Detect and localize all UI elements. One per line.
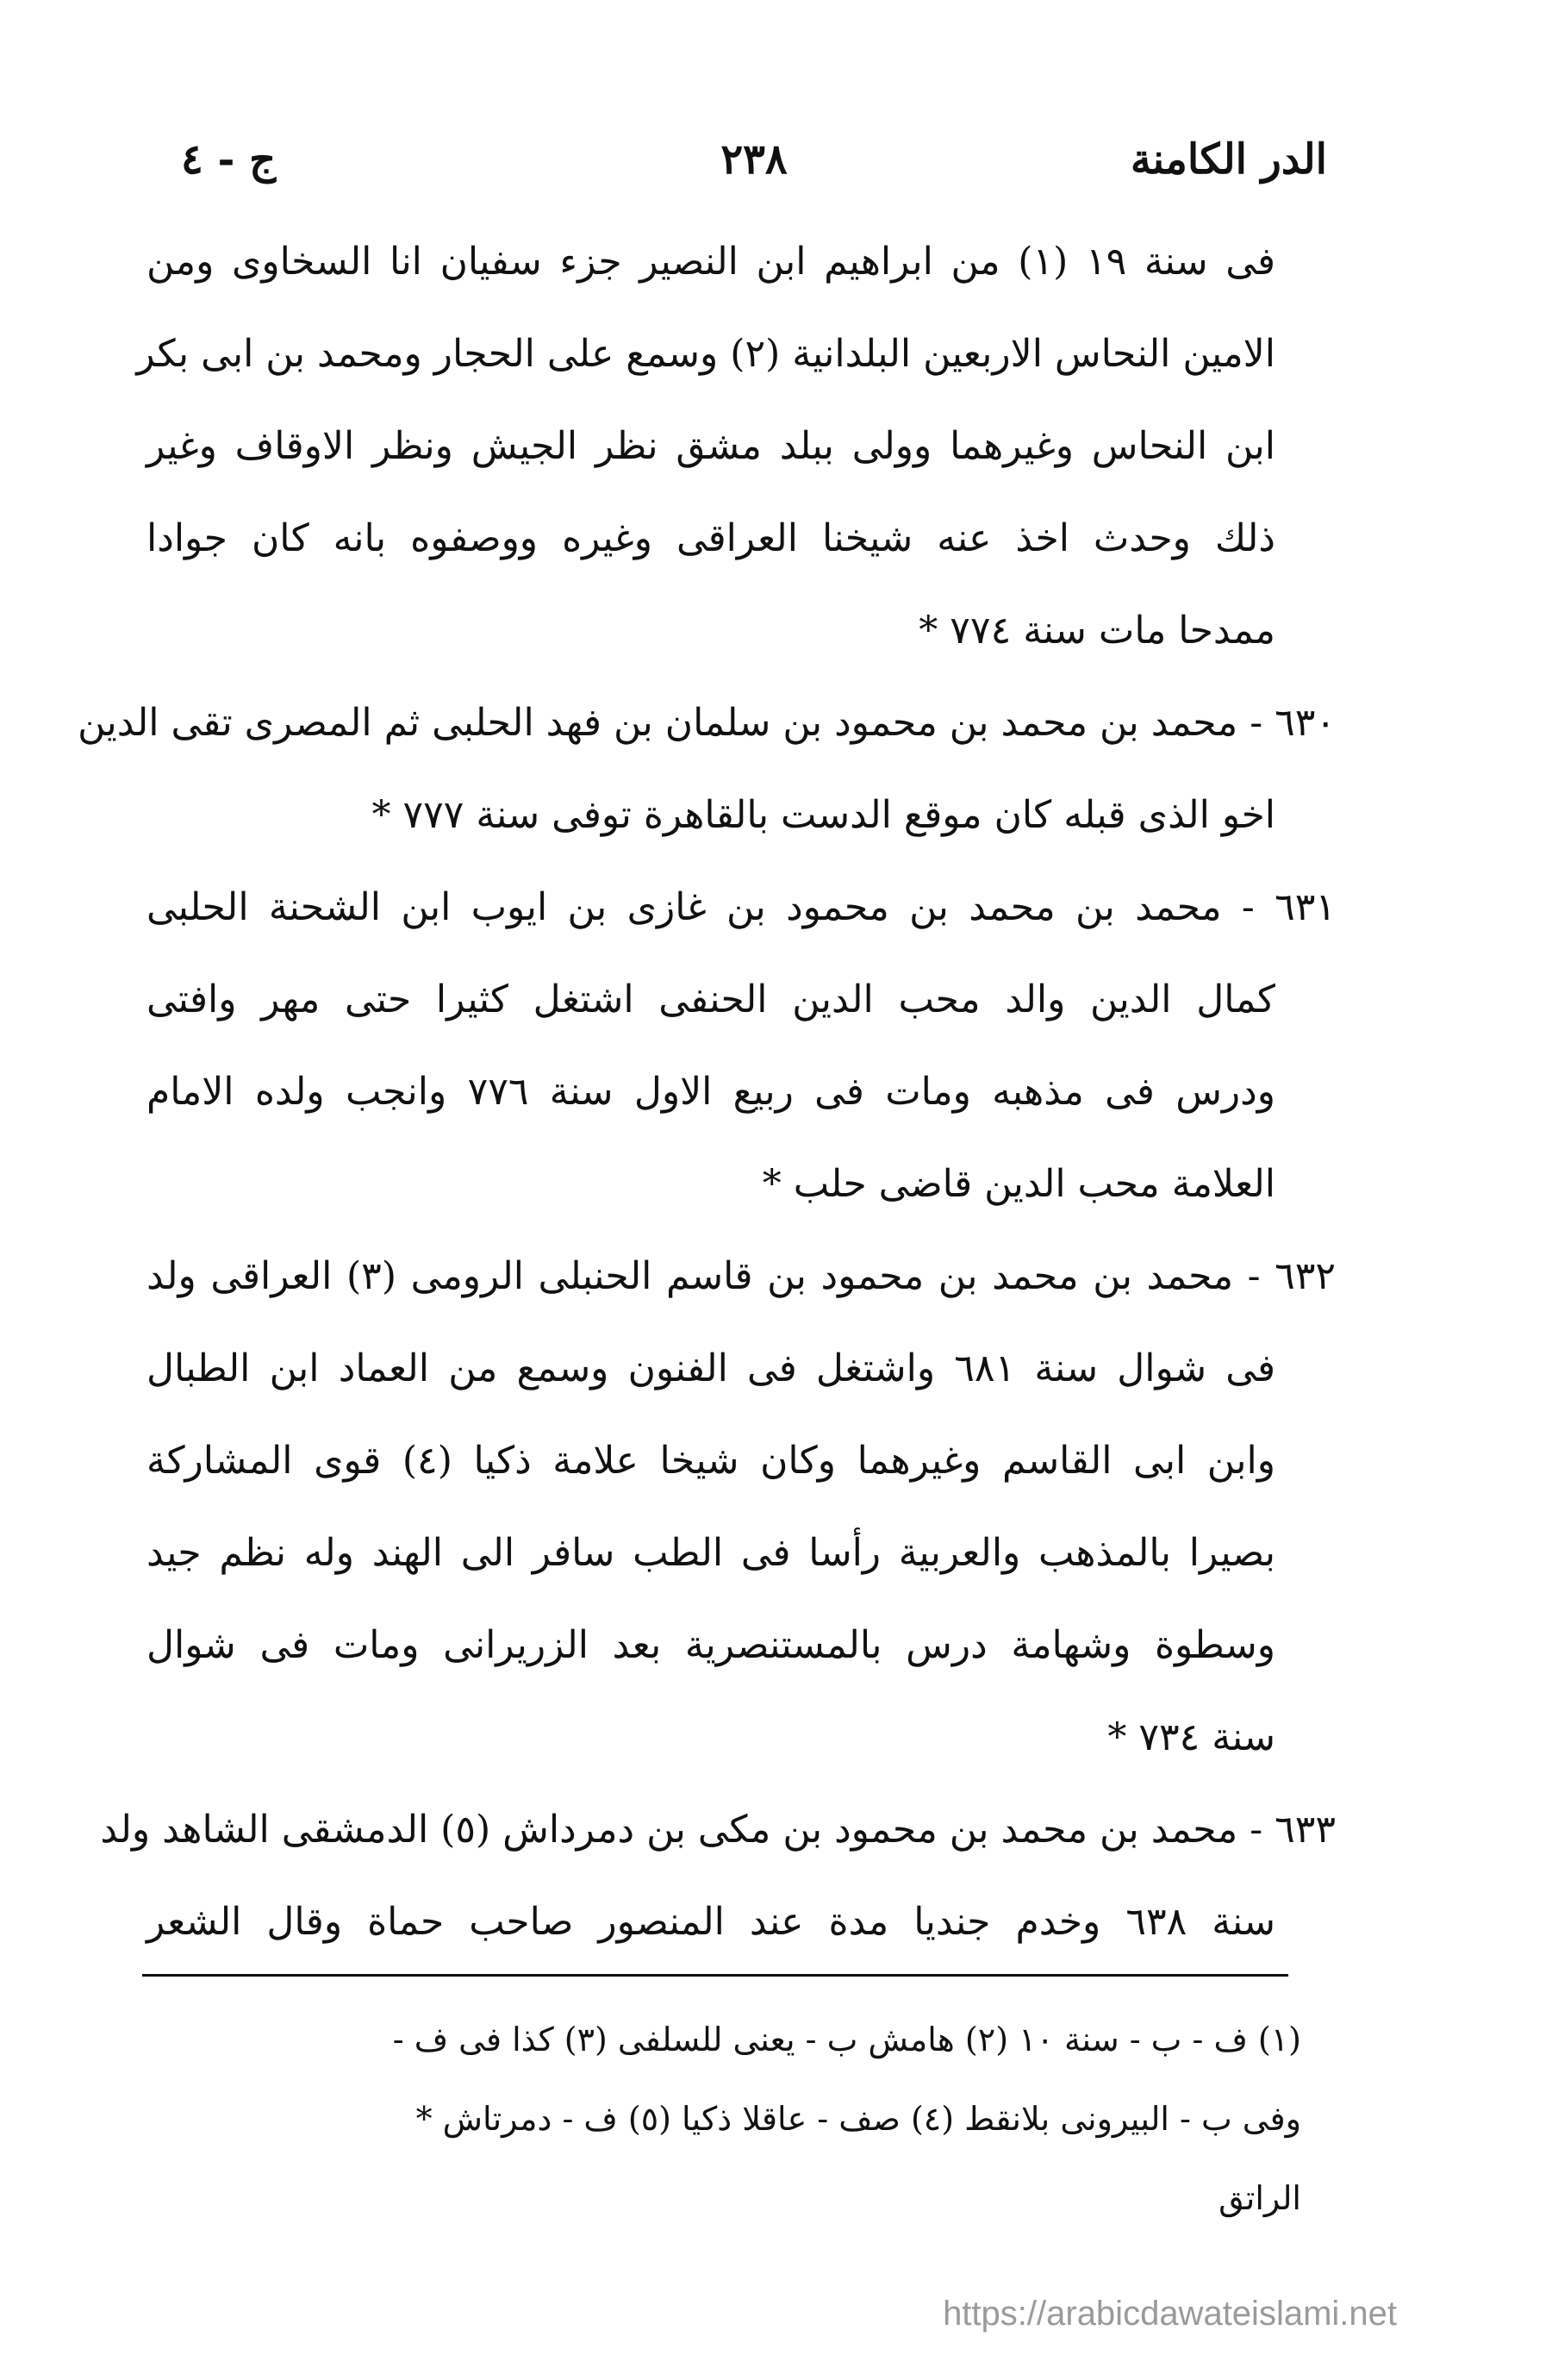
running-header <box>181 125 1327 194</box>
text-line: وابن ابی القاسم وغيرهما وكان شيخا علامة ذكيا (٤) قوی المشاركة <box>146 1439 1275 1483</box>
text-line: بصيرا بالمذهب والعربية رأسا فی الطب سافر الی الهند وله نظم جيد <box>146 1531 1275 1575</box>
main-text <box>78 216 1336 1968</box>
volume-label: ج - ٤ <box>181 135 277 184</box>
entry-632-heading: ٦٣٢ - محمد بن محمد بن محمود بن قاسم الحنبلی الرومی (٣) العراقی ولد <box>146 1254 1336 1298</box>
text-line: اخو الذی قبله كان موقع الدست بالقاهرة توفی سنة ٧٧٧ * <box>371 793 1275 837</box>
text-line: العلامة محب الدين قاضی حلب * <box>762 1162 1275 1206</box>
text-line: فی سنة ١٩ (١) من ابراهيم ابن النصير جزء سفيان انا السخاوی ومن <box>146 240 1276 284</box>
text-line: ابن النحاس وغيرهما وولی ببلد مشق نظر الجيش ونظر الاوقاف وغير <box>146 424 1275 468</box>
book-title: الدر الكامنة <box>1130 135 1327 184</box>
text-line: فی شوال سنة ٦٨١ واشتغل فی الفنون وسمع من العماد ابن الطبال <box>146 1346 1275 1390</box>
text-line: سنة ٧٣٤ * <box>1107 1715 1275 1759</box>
entry-630-heading: ٦٣٠ - محمد بن محمد بن محمود بن سلمان بن فهد الحلبی ثم المصری تقی الدين <box>78 701 1336 745</box>
text-line: كمال الدين والد محب الدين الحنفی اشتغل كثيرا حتی مهر وافتی <box>146 978 1275 1021</box>
text-line: ذلك وحدث اخذ عنه شيخنا العراقی وغيره ووصفوه بانه كان جوادا <box>146 516 1275 560</box>
entry-633-heading: ٦٣٣ - محمد بن محمد بن محمود بن مكی بن دمرداش (٥) الدمشقی الشاهد ولد <box>100 1808 1336 1852</box>
source-watermark: https://arabicdawateislami.net <box>943 2295 1397 2333</box>
text-line: الامين النحاس الاربعين البلدانية (٢) وسمع علی الحجار ومحمد بن ابی بكر <box>136 332 1275 376</box>
footnotes <box>155 2000 1301 2238</box>
footnote-line: الراتق <box>1219 2179 1301 2217</box>
footnote-divider <box>142 1974 1288 1977</box>
page-number: ٢٣٨ <box>720 135 788 184</box>
footnote-line: وفی ب - البيرونی بلانقط (٤) صف - عاقلا ذكيا (٥) ف - دمرتاش * <box>415 2100 1301 2138</box>
footnote-line: (١) ف - ب - سنة ١٠ (٢) هامش ب - يعنی للسلفی (٣) كذا فی ف - <box>392 2021 1301 2058</box>
text-line: وسطوة وشهامة درس بالمستنصرية بعد الزريرانی ومات فی شوال <box>146 1623 1275 1667</box>
text-line: سنة ٦٣٨ وخدم جنديا مدة عند المنصور صاحب حماة وقال الشعر <box>146 1900 1275 1944</box>
text-line: ممدحا مات سنة ٧٧٤ * <box>919 609 1275 653</box>
text-line: ودرس فی مذهبه ومات فی ربيع الاول سنة ٧٧٦ وانجب ولده الامام <box>146 1070 1276 1114</box>
entry-631-heading: ٦٣١ - محمد بن محمد بن محمود بن غازی بن ايوب ابن الشحنة الحلبی <box>146 885 1336 929</box>
